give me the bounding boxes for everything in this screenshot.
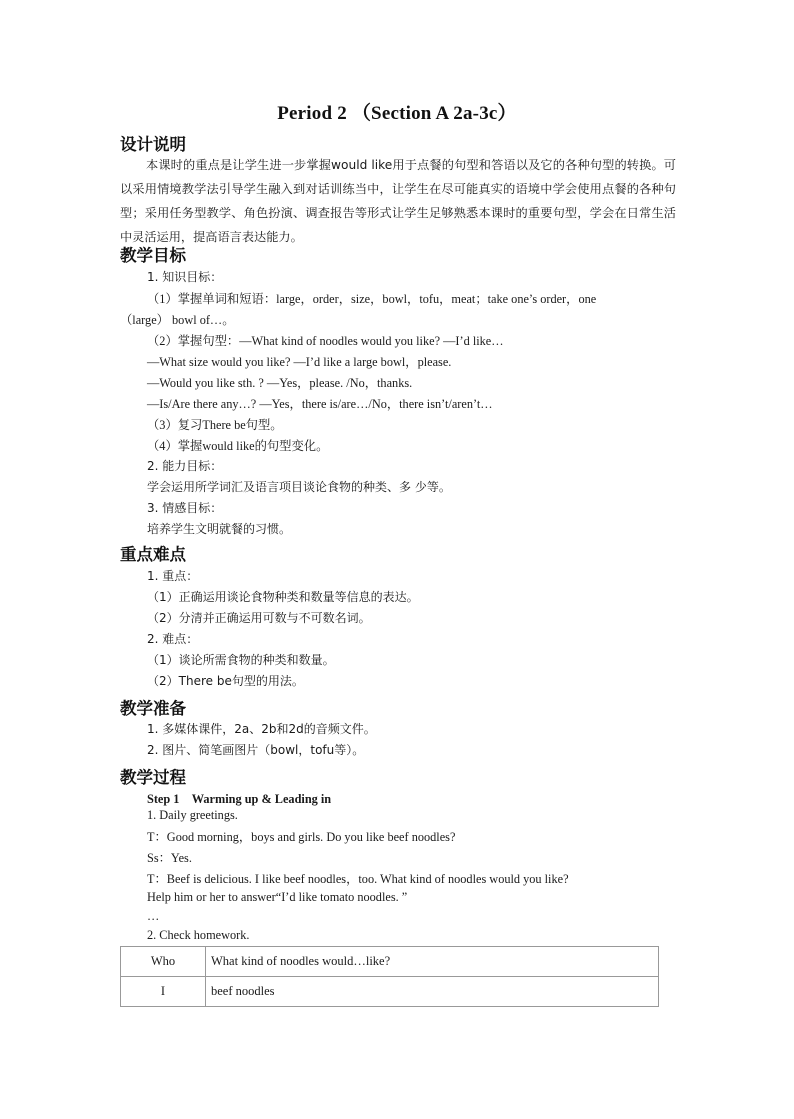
goal-line: 学会运用所学词汇及语言项目谈论食物的种类、多 少等。 <box>147 480 451 494</box>
process-line: 1. Daily greetings. <box>147 808 238 822</box>
process-line: 2. Check homework. <box>147 928 250 942</box>
goal-line: （3）复习There be句型。 <box>147 418 283 432</box>
goals-heading: 教学目标 <box>120 246 186 265</box>
goal-line: （4）掌握would like的句型变化。 <box>147 439 329 453</box>
table-cell: I <box>121 977 206 1007</box>
process-heading: 教学过程 <box>120 768 186 787</box>
goal-line: 1. 知识目标： <box>147 270 223 284</box>
keypoint-line: （2）分清并正确运用可数与不可数名词。 <box>147 611 371 625</box>
goal-line: —Would you like sth. ? —Yes，please. /No，thanks. <box>147 376 413 390</box>
goal-line: 3. 情感目标： <box>147 501 223 515</box>
table-row <box>121 977 659 1007</box>
goal-line: （large） bowl of…。 <box>120 313 235 327</box>
step1-title: Step 1 Warming up & Leading in <box>147 792 332 806</box>
process-line: T：Beef is delicious. I like beef noodles，too. What kind of noodles would you like? <box>147 872 569 886</box>
keypoint-line: 1. 重点： <box>147 569 199 583</box>
process-line: Help him or her to answer“I’d like tomato noodles. ” <box>147 890 408 904</box>
process-line: Ss：Yes. <box>147 851 192 865</box>
goal-line: 培养学生文明就餐的习惯。 <box>147 522 292 536</box>
design-paragraph: 本课时的重点是让学生进一步掌握would like用于点餐的句型和答语以及它的各种句型的转换。可以采用情境教学法引导学生融入到对话训练当中，让学生在尽可能真实的语境中学会使用点餐的各种句型；采用任务型教学、角色扮演、调查报告等形式让学生足够熟悉本课时的重要句型，学会在日常生活中灵活运用，提高语言表达能力。 <box>120 158 676 244</box>
prep-heading: 教学准备 <box>120 699 186 718</box>
table-header-cell: What kind of noodles would…like? <box>206 947 659 977</box>
goal-line: 2. 能力目标： <box>147 459 223 473</box>
keypoints-heading: 重点难点 <box>120 545 186 564</box>
process-line: … <box>147 909 160 923</box>
prep-line: 1. 多媒体课件，2a、2b和2d的音频文件。 <box>147 722 376 736</box>
prep-line: 2. 图片、简笔画图片（bowl，tofu等）。 <box>147 743 365 757</box>
keypoint-line: （1）正确运用谈论食物种类和数量等信息的表达。 <box>147 590 419 604</box>
keypoint-line: 2. 难点： <box>147 632 199 646</box>
keypoint-line: （1）谈论所需食物的种类和数量。 <box>147 653 335 667</box>
goal-line: （2）掌握句型：—What kind of noodles would you like? —I’d like… <box>147 334 504 348</box>
design-heading: 设计说明 <box>120 135 186 154</box>
page-title: Period 2 （Section A 2a-3c） <box>277 103 517 124</box>
homework-table <box>120 946 659 1007</box>
goal-line: —What size would you like? —I’d like a large bowl，please. <box>147 355 452 369</box>
keypoint-line: （2）There be句型的用法。 <box>147 674 304 688</box>
goal-line: （1）掌握单词和短语：large，order，size，bowl，tofu，meat；take one’s order，one <box>147 292 597 306</box>
goal-line: —Is/Are there any…? —Yes，there is/are…/No，there isn’t/aren’t… <box>147 397 493 411</box>
process-line: T：Good morning，boys and girls. Do you like beef noodles? <box>147 830 456 844</box>
table-cell: beef noodles <box>206 977 659 1007</box>
table-header-cell: Who <box>121 947 206 977</box>
table-header-row <box>121 947 659 977</box>
